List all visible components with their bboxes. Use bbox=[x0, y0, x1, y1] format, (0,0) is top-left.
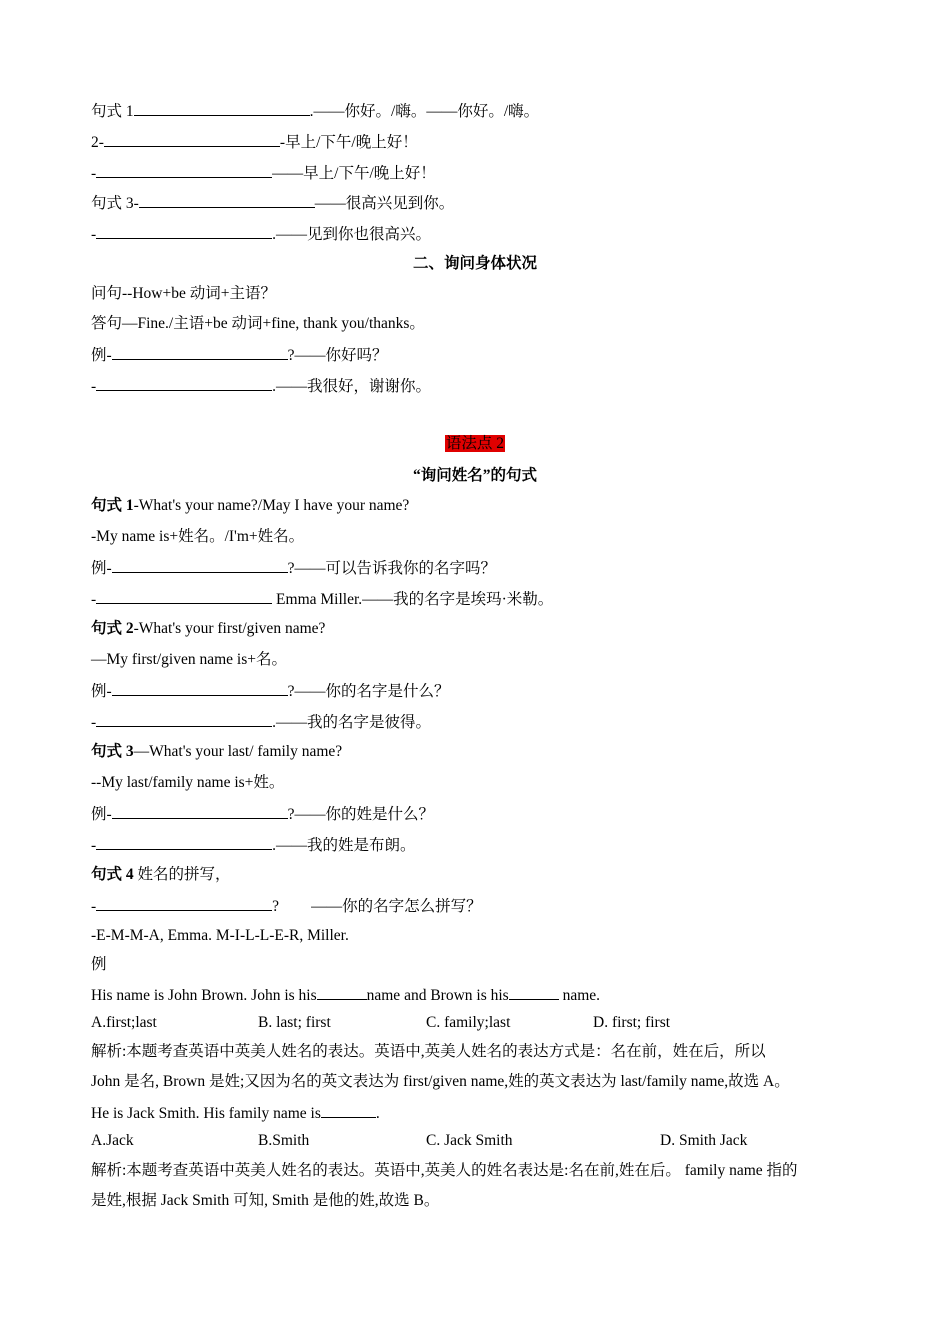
line-prefix: - bbox=[91, 165, 97, 182]
pattern-2-example-2 bbox=[91, 711, 870, 733]
pattern-line-1 bbox=[91, 100, 870, 122]
line-prefix: - bbox=[91, 378, 97, 395]
option-a[interactable]: A.Jack bbox=[91, 1132, 134, 1149]
line-text: -早上/下午/晚上好！ bbox=[279, 134, 418, 151]
line-prefix: 句式 1 bbox=[91, 103, 134, 120]
answer-blank[interactable] bbox=[96, 375, 272, 391]
section-heading: 二、询问身体状况 bbox=[412, 255, 537, 272]
line-prefix: 2- bbox=[91, 134, 104, 151]
grammar-badge-row bbox=[0, 434, 950, 456]
question-pattern: 问句--How+be 动词+主语？ bbox=[91, 285, 276, 302]
grammar-title: “询问姓名”的句式 bbox=[412, 467, 537, 484]
stem-text: He is Jack Smith. His family name is bbox=[91, 1105, 321, 1122]
line-text: .——见到你也很高兴。 bbox=[272, 226, 432, 243]
pattern-text: 姓名的拼写， bbox=[133, 866, 231, 883]
answer-blank[interactable] bbox=[139, 192, 315, 208]
answer-blank[interactable] bbox=[96, 588, 272, 604]
pattern-text: -What's your first/given name? bbox=[133, 620, 326, 637]
pattern-1-example-1 bbox=[91, 557, 870, 579]
stem-text: . bbox=[375, 1105, 380, 1122]
pattern-4 bbox=[91, 865, 870, 887]
line-text: ——很高兴见到你。 bbox=[314, 195, 455, 212]
answer-blank[interactable] bbox=[112, 557, 288, 573]
stem-text: name and Brown is his bbox=[366, 987, 509, 1004]
line-text: ——早上/下午/晚上好！ bbox=[272, 165, 436, 182]
question-2-options bbox=[91, 1131, 870, 1153]
pattern-3-example-2 bbox=[91, 834, 870, 856]
pattern-label: 句式 1 bbox=[91, 497, 134, 514]
answer-blank[interactable] bbox=[321, 1102, 376, 1118]
pattern-1 bbox=[91, 496, 870, 518]
option-c[interactable]: C. Jack Smith bbox=[426, 1132, 513, 1149]
pattern-line-2 bbox=[91, 131, 870, 153]
pattern-3-answer: --My last/family name is+姓。 bbox=[91, 774, 285, 791]
line-prefix: - bbox=[91, 837, 97, 854]
answer-pattern: 答句—Fine./主语+be 动词+fine, thank you/thanks。 bbox=[91, 315, 425, 332]
line-text: ?——你的名字是什么？ bbox=[287, 683, 450, 700]
answer-blank[interactable] bbox=[96, 895, 272, 911]
line-text: .——我很好，谢谢你。 bbox=[272, 378, 432, 395]
answer-blank[interactable] bbox=[112, 344, 288, 360]
pattern-2 bbox=[91, 619, 870, 641]
pattern-4-example-1 bbox=[91, 895, 870, 917]
line-prefix: 例- bbox=[91, 683, 112, 700]
question-1-explanation-2: John 是名, Brown 是姓;又因为名的英文表达为 first/given name,姓的英文表达为 last/family name,故选 A。 bbox=[91, 1073, 790, 1090]
pattern-3 bbox=[91, 742, 870, 764]
answer-blank[interactable] bbox=[509, 984, 559, 1000]
line-text: .——你好。/嗨。——你好。/嗨。 bbox=[309, 103, 540, 120]
question-1-stem bbox=[91, 984, 870, 1006]
line-text: Emma Miller.——我的名字是埃玛·米勒。 bbox=[272, 591, 554, 608]
answer-blank[interactable] bbox=[104, 131, 280, 147]
option-a[interactable]: A.first;last bbox=[91, 1014, 157, 1031]
option-c[interactable]: C. family;last bbox=[426, 1014, 511, 1031]
answer-blank[interactable] bbox=[112, 803, 288, 819]
example-label: 例 bbox=[91, 956, 107, 973]
line-text: ?——可以告诉我你的名字吗？ bbox=[287, 560, 497, 577]
option-b[interactable]: B.Smith bbox=[258, 1132, 310, 1149]
answer-blank[interactable] bbox=[96, 162, 272, 178]
question-2-explanation-1: 解析:本题考查英语中英美人姓名的表达。英语中,英美人的姓名表达是:名在前,姓在后。 family name 指的 bbox=[91, 1162, 798, 1179]
answer-blank[interactable] bbox=[96, 223, 272, 239]
option-d[interactable]: D. first; first bbox=[593, 1014, 671, 1031]
option-b[interactable]: B. last; first bbox=[258, 1014, 331, 1031]
pattern-line-4 bbox=[91, 192, 870, 214]
pattern-label: 句式 3 bbox=[91, 743, 134, 760]
line-prefix: - bbox=[91, 714, 97, 731]
question-1-options bbox=[91, 1013, 870, 1035]
line-text: .——我的姓是布朗。 bbox=[272, 837, 416, 854]
pattern-label: 句式 2 bbox=[91, 620, 134, 637]
line-prefix: - bbox=[91, 226, 97, 243]
question-1-explanation-1: 解析:本题考查英语中英美人姓名的表达。英语中,英美人姓名的表达方式是：名在前，姓在后，所以 bbox=[91, 1043, 766, 1060]
pattern-text: —What's your last/ family name? bbox=[133, 743, 343, 760]
line-prefix: 例- bbox=[91, 347, 112, 364]
pattern-line-5 bbox=[91, 223, 870, 245]
line-translation: ——你的名字怎么拼写？ bbox=[311, 898, 482, 915]
line-text: .——我的名字是彼得。 bbox=[272, 714, 432, 731]
example-line-2 bbox=[91, 375, 870, 397]
line-prefix: - bbox=[91, 898, 97, 915]
answer-blank[interactable] bbox=[134, 100, 310, 116]
answer-blank[interactable] bbox=[317, 984, 367, 1000]
stem-text: name. bbox=[558, 987, 601, 1004]
grammar-badge: 语法点 2 bbox=[445, 435, 505, 452]
line-text: ?——你的姓是什么？ bbox=[287, 806, 435, 823]
pattern-4-answer: -E-M-M-A, Emma. M-I-L-L-E-R, Miller. bbox=[91, 927, 349, 944]
pattern-2-example-1 bbox=[91, 680, 870, 702]
line-prefix: 例- bbox=[91, 806, 112, 823]
answer-blank[interactable] bbox=[96, 711, 272, 727]
line-prefix: 句式 3- bbox=[91, 195, 139, 212]
pattern-label: 句式 4 bbox=[91, 866, 134, 883]
pattern-1-example-2 bbox=[91, 588, 870, 610]
option-d[interactable]: D. Smith Jack bbox=[660, 1132, 748, 1149]
pattern-line-3 bbox=[91, 162, 870, 184]
line-prefix: - bbox=[91, 591, 97, 608]
question-2-explanation-2: 是姓,根据 Jack Smith 可知, Smith 是他的姓,故选 B。 bbox=[91, 1192, 440, 1209]
answer-blank[interactable] bbox=[96, 834, 272, 850]
pattern-2-answer: —My first/given name is+名。 bbox=[91, 651, 288, 668]
pattern-1-answer: -My name is+姓名。/I'm+姓名。 bbox=[91, 528, 305, 545]
question-2-stem bbox=[91, 1102, 870, 1124]
pattern-text: -What's your name?/May I have your name? bbox=[133, 497, 410, 514]
line-text: ? bbox=[272, 898, 280, 915]
example-line-1 bbox=[91, 344, 870, 366]
line-prefix: 例- bbox=[91, 560, 112, 577]
line-text: ?——你好吗？ bbox=[287, 347, 388, 364]
stem-text: His name is John Brown. John is his bbox=[91, 987, 317, 1004]
pattern-3-example-1 bbox=[91, 803, 870, 825]
answer-blank[interactable] bbox=[112, 680, 288, 696]
